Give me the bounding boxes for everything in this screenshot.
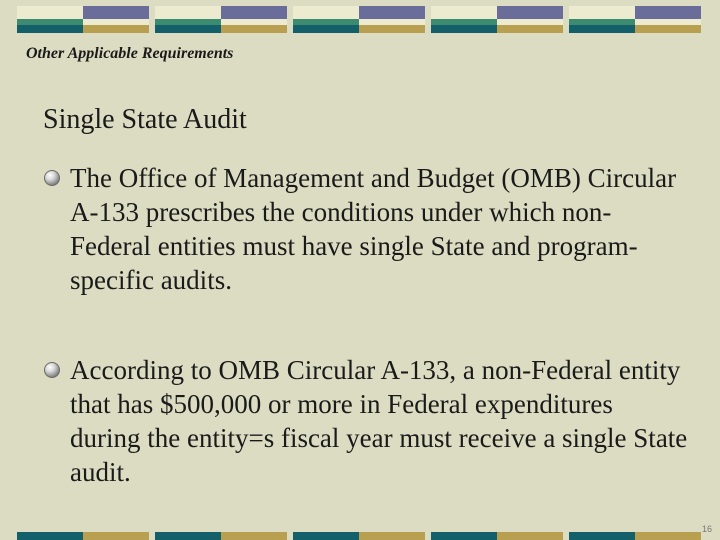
top-decorative-band — [0, 0, 720, 34]
bullet-text-1: The Office of Management and Budget (OMB) Circular A-133 prescribes the conditions under which non-Federal entities must have single State and program-specific audits. — [70, 163, 677, 295]
section-heading: Other Applicable Requirements — [26, 45, 234, 62]
bottom-decorative-band — [0, 532, 720, 540]
bullet-sphere-icon — [44, 362, 60, 378]
bullet-text-2: According to OMB Circular A-133, a non-Federal entity that has $500,000 or more in Federal expenditures during the entity=s fiscal year must receive a single State audit. — [70, 355, 688, 487]
slide-title: Single State Audit — [43, 104, 247, 135]
bullet-sphere-icon — [44, 170, 60, 186]
slide-number: 16 — [701, 524, 712, 534]
